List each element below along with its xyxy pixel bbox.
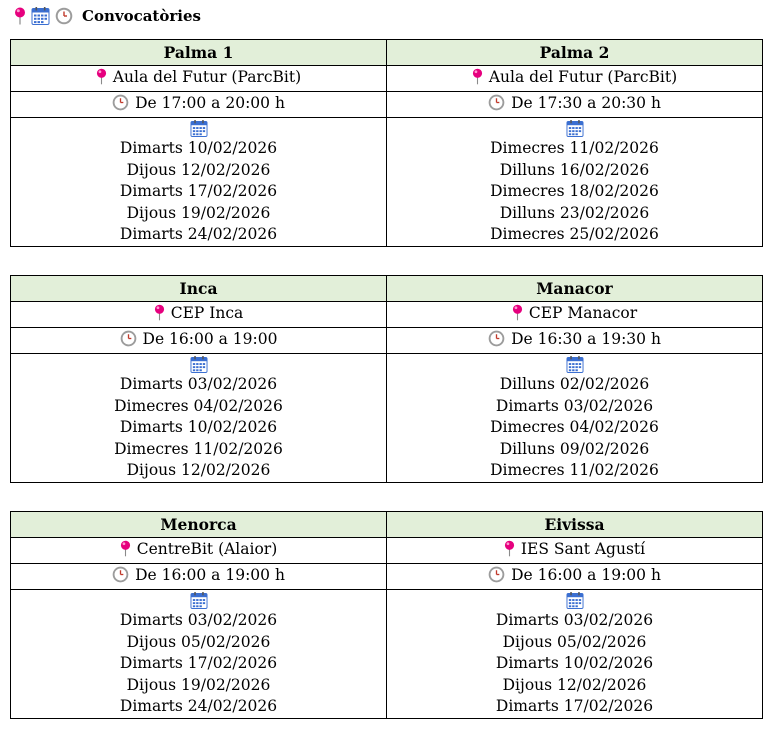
site-name: Palma 2 [387,40,763,66]
location-text: CentreBit (Alaior) [136,539,278,558]
page-header [14,5,201,27]
date-item: Dilluns 09/02/2026 [499,439,650,458]
time-text: De 16:00 a 19:00 h [511,565,661,584]
date-item: Dimecres 11/02/2026 [114,439,283,458]
date-item: Dimarts 03/02/2026 [119,375,278,393]
dates-cell [11,354,387,483]
date-item: Dijous 05/02/2026 [126,632,271,651]
location-cell [11,538,387,564]
time-cell [11,92,387,118]
date-item: Dimarts 24/02/2026 [119,697,278,716]
clock-icon [488,566,505,583]
location-cell [387,66,763,92]
date-item: Dimarts 17/02/2026 [119,182,278,201]
time-text: De 16:00 a 19:00 h [135,565,285,584]
calendar-icon [566,356,584,373]
clock-icon [112,94,129,111]
time-text: De 17:00 a 20:00 h [135,93,285,112]
date-item: Dilluns 16/02/2026 [499,160,650,179]
date-item: Dijous 19/02/2026 [126,203,271,222]
site-name: Palma 1 [11,40,387,66]
date-item: Dijous 19/02/2026 [126,675,271,694]
clock-icon [55,7,73,25]
date-item: Dimarts 10/02/2026 [495,654,654,673]
pin-icon [14,7,26,25]
time-cell [387,92,763,118]
pin-icon [512,304,523,321]
location-text: Aula del Futur (ParcBit) [488,67,678,86]
schedule-table-1 [10,39,763,247]
date-item: Dimarts 10/02/2026 [119,418,278,437]
dates-cell [11,118,387,247]
dates-cell [387,118,763,247]
time-cell [387,328,763,354]
date-item: Dimarts 03/02/2026 [495,611,654,629]
site-name: Manacor [387,276,763,302]
time-text: De 16:30 a 19:30 h [511,329,661,348]
dates-cell [387,590,763,719]
calendar-icon [566,592,584,609]
site-name: Menorca [11,512,387,538]
location-cell [11,302,387,328]
page-title: Convocatòries [82,7,201,25]
time-cell [11,328,387,354]
clock-icon [112,566,129,583]
time-text: De 16:00 a 19:00 [142,329,278,348]
date-item: Dijous 12/02/2026 [502,675,647,694]
date-item: Dimarts 03/02/2026 [495,396,654,415]
pin-icon [472,68,483,85]
date-item: Dimarts 03/02/2026 [119,611,278,629]
location-text: IES Sant Agustí [520,539,646,558]
dates-cell [11,590,387,719]
date-item: Dimarts 10/02/2026 [119,139,278,157]
site-name: Eivissa [387,512,763,538]
location-cell [387,302,763,328]
date-item: Dimarts 24/02/2026 [119,225,278,244]
date-item: Dimarts 17/02/2026 [495,697,654,716]
time-text: De 17:30 a 20:30 h [511,93,661,112]
date-item: Dimecres 25/02/2026 [490,225,659,244]
calendar-icon [190,592,208,609]
location-cell [11,66,387,92]
date-item: Dimecres 04/02/2026 [490,418,659,437]
site-name: Inca [11,276,387,302]
pin-icon [154,304,165,321]
date-item: Dijous 05/02/2026 [502,632,647,651]
time-cell [11,564,387,590]
date-item: Dilluns 02/02/2026 [499,375,650,393]
date-item: Dijous 12/02/2026 [126,461,271,480]
date-item: Dimarts 17/02/2026 [119,654,278,673]
pin-icon [504,540,515,557]
clock-icon [120,330,137,347]
calendar-icon [190,120,208,137]
pin-icon [96,68,107,85]
clock-icon [488,330,505,347]
pin-icon [120,540,131,557]
location-text: CEP Manacor [528,303,638,322]
calendar-icon [566,120,584,137]
location-cell [387,538,763,564]
date-item: Dimecres 11/02/2026 [490,139,659,157]
date-item: Dilluns 23/02/2026 [499,203,650,222]
location-text: Aula del Futur (ParcBit) [112,67,302,86]
schedule-table-3 [10,511,763,719]
location-text: CEP Inca [170,303,244,322]
date-item: Dijous 12/02/2026 [126,160,271,179]
clock-icon [488,94,505,111]
schedule-table-2 [10,275,763,483]
calendar-icon [31,7,50,25]
date-item: Dimecres 04/02/2026 [114,396,283,415]
calendar-icon [190,356,208,373]
date-item: Dimecres 18/02/2026 [490,182,659,201]
dates-cell [387,354,763,483]
time-cell [387,564,763,590]
date-item: Dimecres 11/02/2026 [490,461,659,480]
